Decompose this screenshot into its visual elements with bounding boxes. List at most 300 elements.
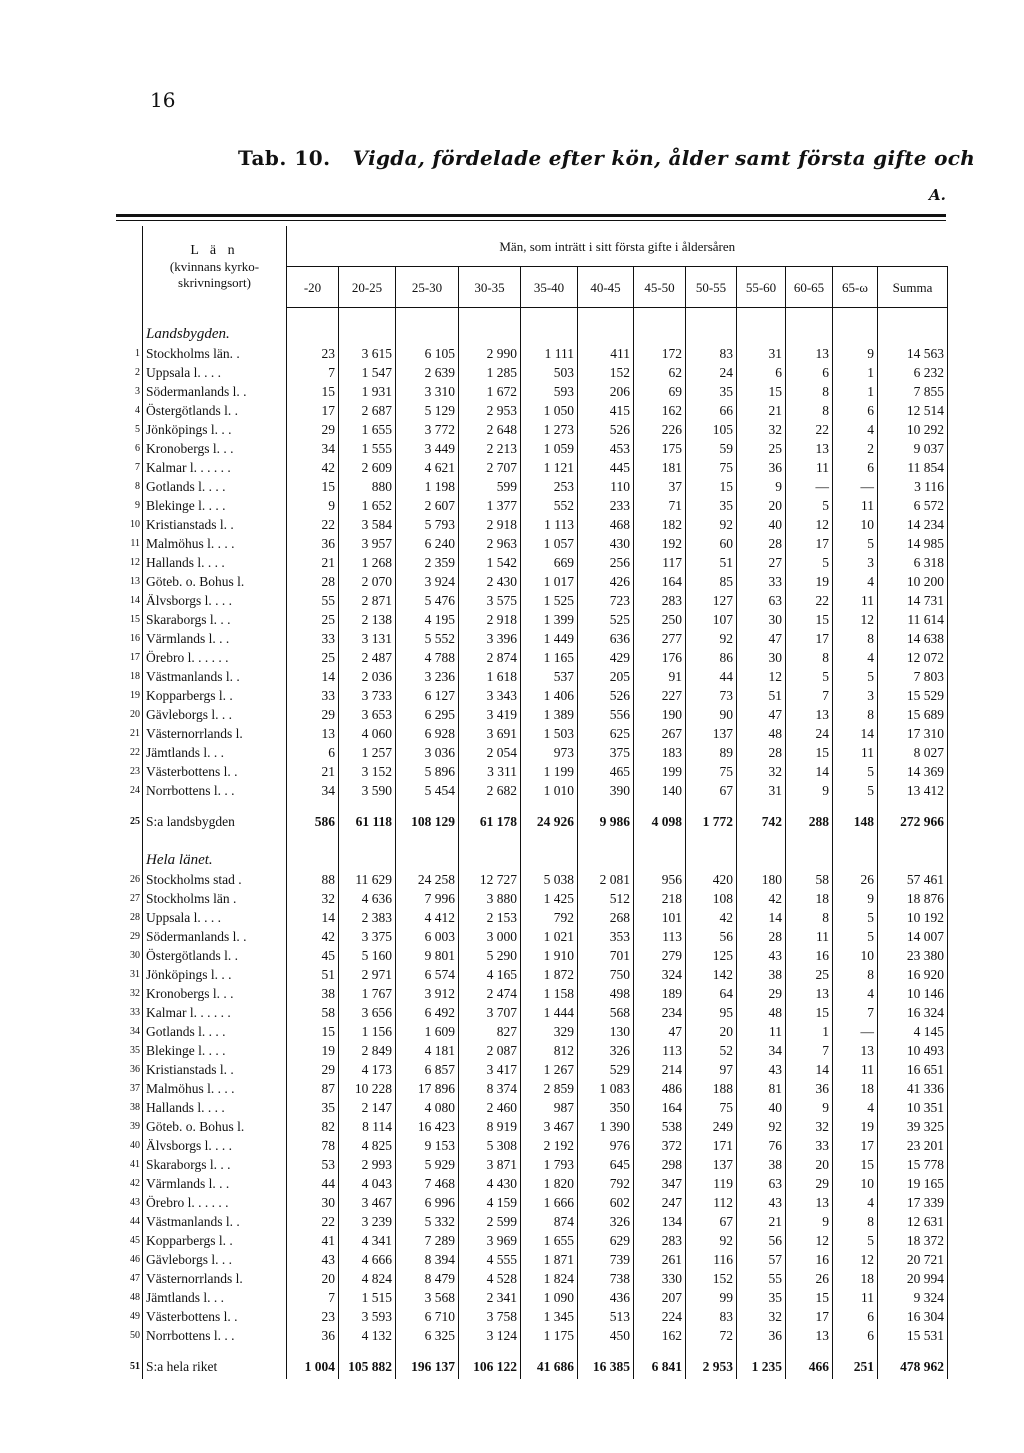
value-cell: 2 081 [578,870,634,889]
sum-cell: 10 292 [878,420,948,439]
value-cell: 3 615 [339,344,396,363]
value-cell: 347 [634,1174,686,1193]
value-cell: 43 [287,1250,339,1269]
value-cell: 23 [287,344,339,363]
table-row [116,401,948,420]
value-cell: 36 [287,534,339,553]
value-cell: 1 267 [521,1060,578,1079]
value-cell: 13 [786,984,833,1003]
row-number: 17 [116,648,143,667]
row-number: 27 [116,889,143,908]
value-cell: 20 [686,1022,737,1041]
value-cell: 36 [287,1326,339,1345]
value-cell: 43 [737,1193,786,1212]
value-cell: 976 [578,1136,634,1155]
county-name: S:a landsbygden [143,808,287,834]
county-name: Hallands l. . . . [143,1098,287,1117]
value-cell: 69 [634,382,686,401]
section-heading: Hela länet. [143,834,287,870]
value-cell: 8 [833,965,878,984]
value-cell: 4 788 [396,648,459,667]
value-cell: 5 [786,667,833,686]
value-cell: 11 [833,743,878,762]
value-cell: 1 872 [521,965,578,984]
value-cell: 15 [786,1003,833,1022]
table-row [116,946,948,965]
county-name: Västernorrlands l. [143,724,287,743]
sum-cell: 11 614 [878,610,948,629]
table-row [116,870,948,889]
empty-cell [786,1345,833,1353]
value-cell: 17 [786,534,833,553]
county-name: Skaraborgs l. . . [143,610,287,629]
table-row [116,1326,948,1345]
value-cell: 113 [634,1041,686,1060]
value-cell: 450 [578,1326,634,1345]
value-cell: 17 [833,1136,878,1155]
empty-cell [339,1345,396,1353]
empty-cell [396,308,459,345]
county-name: Södermanlands l. . [143,927,287,946]
row-number: 1 [116,344,143,363]
value-cell: 8 [833,705,878,724]
value-cell: 206 [578,382,634,401]
value-cell: 7 [287,363,339,382]
value-cell: 6 295 [396,705,459,724]
value-cell: 5 [833,762,878,781]
value-cell: 162 [634,401,686,420]
table-row [116,1155,948,1174]
value-cell: 106 122 [459,1353,521,1379]
value-cell: 288 [786,808,833,834]
row-number [116,800,143,808]
county-name: Kopparbergs l. . [143,686,287,705]
value-cell: 25 [287,610,339,629]
value-cell: 9 [833,344,878,363]
empty-cell [339,308,396,345]
value-cell: 9 [737,477,786,496]
value-cell: 47 [634,1022,686,1041]
value-cell: 89 [686,743,737,762]
value-cell: 8 [786,908,833,927]
table-row [116,984,948,1003]
value-cell: 18 [833,1269,878,1288]
value-cell: 6 841 [634,1353,686,1379]
sum-cell: 39 325 [878,1117,948,1136]
value-cell: 188 [686,1079,737,1098]
value-cell: 25 [737,439,786,458]
value-cell: 10 [833,946,878,965]
value-cell: 2 918 [459,610,521,629]
value-cell: 2 963 [459,534,521,553]
value-cell: 3 [833,686,878,705]
value-cell: 75 [686,458,737,477]
value-cell: 1 444 [521,1003,578,1022]
column-header: -20 [287,267,339,308]
sum-cell: 16 920 [878,965,948,984]
value-cell: 22 [786,420,833,439]
value-cell: 593 [521,382,578,401]
county-name: Jämtlands l. . . [143,743,287,762]
value-cell: 3 880 [459,889,521,908]
row-number [116,1345,143,1353]
value-cell: 2 953 [686,1353,737,1379]
spacer-row [116,800,948,808]
value-cell: 3 131 [339,629,396,648]
value-cell: 738 [578,1269,634,1288]
sum-cell: 6 318 [878,553,948,572]
value-cell: 5 160 [339,946,396,965]
value-cell: 3 912 [396,984,459,1003]
value-cell: 15 [287,1022,339,1041]
sum-cell: 10 200 [878,572,948,591]
value-cell: 429 [578,648,634,667]
sum-cell: 18 876 [878,889,948,908]
table-row [116,1174,948,1193]
empty-cell [634,800,686,808]
value-cell: 1 503 [521,724,578,743]
value-cell: 125 [686,946,737,965]
sum-cell: 14 369 [878,762,948,781]
value-cell: 987 [521,1098,578,1117]
value-cell: 2 [833,439,878,458]
county-name: S:a hela riket [143,1353,287,1379]
value-cell: 35 [686,496,737,515]
value-cell: 3 656 [339,1003,396,1022]
value-cell: 9 801 [396,946,459,965]
row-number [116,308,143,345]
value-cell: 390 [578,781,634,800]
sum-cell: 15 689 [878,705,948,724]
table-row [116,965,948,984]
value-cell: 43 [737,1060,786,1079]
value-cell: 162 [634,1326,686,1345]
column-header: 55-60 [737,267,786,308]
table-row [116,515,948,534]
value-cell: 55 [287,591,339,610]
value-cell: 19 [786,572,833,591]
value-cell: 279 [634,946,686,965]
value-cell: 110 [578,477,634,496]
column-header: 65-ω [833,267,878,308]
value-cell: 207 [634,1288,686,1307]
value-cell: 55 [737,1269,786,1288]
value-cell: 6 105 [396,344,459,363]
value-cell: 2 430 [459,572,521,591]
value-cell: 9 [786,781,833,800]
value-cell: 24 [686,363,737,382]
value-cell: 669 [521,553,578,572]
value-cell: 105 [686,420,737,439]
empty-cell [878,834,948,870]
value-cell: 8 919 [459,1117,521,1136]
row-number: 13 [116,572,143,591]
value-cell: 3 310 [396,382,459,401]
value-cell: 5 [786,553,833,572]
empty-cell [287,308,339,345]
sum-cell: 10 493 [878,1041,948,1060]
empty-cell [521,834,578,870]
value-cell: 4 555 [459,1250,521,1269]
column-header: 50-55 [686,267,737,308]
value-cell: 38 [737,1155,786,1174]
value-cell: 192 [634,534,686,553]
value-cell: 5 [833,908,878,927]
value-cell: 6 240 [396,534,459,553]
value-cell: 73 [686,686,737,705]
row-number: 50 [116,1326,143,1345]
sum-cell: 7 803 [878,667,948,686]
value-cell: 430 [578,534,634,553]
value-cell: 23 [287,1307,339,1326]
table-row [116,724,948,743]
value-cell: 7 [786,686,833,705]
table-row [116,927,948,946]
value-cell: 8 [786,401,833,420]
value-cell: 130 [578,1022,634,1041]
column-header: 30-35 [459,267,521,308]
value-cell: 13 [287,724,339,743]
value-cell: 1 655 [521,1231,578,1250]
sum-cell: 15 529 [878,686,948,705]
table-row [116,1269,948,1288]
value-cell: 283 [634,1231,686,1250]
value-cell: 5 793 [396,515,459,534]
value-cell: 19 [287,1041,339,1060]
value-cell: 112 [686,1193,737,1212]
value-cell: 176 [634,648,686,667]
empty-cell [396,834,459,870]
value-cell: 7 468 [396,1174,459,1193]
value-cell: 21 [287,553,339,572]
value-cell: 4 621 [396,458,459,477]
value-cell: 16 423 [396,1117,459,1136]
value-cell: 3 957 [339,534,396,553]
county-name: Stockholms län . [143,889,287,908]
row-number: 4 [116,401,143,420]
value-cell: 1 017 [521,572,578,591]
value-cell: 64 [686,984,737,1003]
column-header: 20-25 [339,267,396,308]
empty-cell [287,800,339,808]
value-cell: 27 [737,553,786,572]
value-cell: 37 [634,477,686,496]
sum-cell: 272 966 [878,808,948,834]
sum-cell: 16 651 [878,1060,948,1079]
value-cell: 4 [833,984,878,1003]
row-number: 24 [116,781,143,800]
value-cell: 1 655 [339,420,396,439]
value-cell: 9 986 [578,808,634,834]
empty-cell [878,800,948,808]
table-row [116,781,948,800]
county-name: Stockholms stad . [143,870,287,889]
value-cell: 32 [287,889,339,908]
sum-cell: 13 412 [878,781,948,800]
empty-cell [578,308,634,345]
table-row [116,908,948,927]
value-cell: 36 [737,1326,786,1345]
value-cell: 9 [287,496,339,515]
value-cell: 3 036 [396,743,459,762]
value-cell: 181 [634,458,686,477]
value-cell: 189 [634,984,686,1003]
value-cell: 21 [737,401,786,420]
value-cell: 3 375 [339,927,396,946]
value-cell: 171 [686,1136,737,1155]
value-cell: 6 492 [396,1003,459,1022]
value-cell: 13 [786,344,833,363]
value-cell: 25 [287,648,339,667]
value-cell: 1 198 [396,477,459,496]
value-cell: 329 [521,1022,578,1041]
value-cell: 739 [578,1250,634,1269]
value-cell: 1 618 [459,667,521,686]
value-cell: 42 [737,889,786,908]
value-cell: 11 [786,927,833,946]
value-cell: 57 [737,1250,786,1269]
value-cell: 247 [634,1193,686,1212]
value-cell: 108 129 [396,808,459,834]
value-cell: 250 [634,610,686,629]
value-cell: 3 969 [459,1231,521,1250]
value-cell: 48 [737,724,786,743]
value-cell: 8 [786,382,833,401]
value-cell: 67 [686,1212,737,1231]
value-cell: 5 896 [396,762,459,781]
value-cell: 20 [786,1155,833,1174]
value-cell: 6 [786,363,833,382]
value-cell: 76 [737,1136,786,1155]
empty-cell [634,1345,686,1353]
county-name: Blekinge l. . . . [143,1041,287,1060]
value-cell: 66 [686,401,737,420]
value-cell: 792 [521,908,578,927]
table-row [116,591,948,610]
value-cell: 42 [287,927,339,946]
value-cell: 267 [634,724,686,743]
statistics-table [116,226,948,1379]
value-cell: 4 [833,420,878,439]
value-cell: 1 [786,1022,833,1041]
value-cell: 1 377 [459,496,521,515]
value-cell: 92 [686,1231,737,1250]
row-number: 21 [116,724,143,743]
value-cell: 1 113 [521,515,578,534]
table-row [116,1060,948,1079]
column-header: 45-50 [634,267,686,308]
value-cell: 326 [578,1041,634,1060]
sum-cell: 16 304 [878,1307,948,1326]
county-name: Norrbottens l. . . [143,781,287,800]
value-cell: 12 [833,610,878,629]
value-cell: 6 574 [396,965,459,984]
value-cell: 5 [786,496,833,515]
empty-cell [459,800,521,808]
value-cell: 503 [521,363,578,382]
header-group-title: Män, som inträtt i sitt första gifte i åldersåren [287,226,948,267]
value-cell: 2 859 [521,1079,578,1098]
value-cell: 75 [686,1098,737,1117]
value-cell: 5 [833,927,878,946]
table-row [116,648,948,667]
value-cell: 812 [521,1041,578,1060]
value-cell: 16 385 [578,1353,634,1379]
value-cell: 18 [833,1079,878,1098]
value-cell: 164 [634,1098,686,1117]
value-cell: 32 [786,1117,833,1136]
value-cell: 4 430 [459,1174,521,1193]
value-cell: 44 [686,667,737,686]
value-cell: 30 [737,610,786,629]
row-number: 35 [116,1041,143,1060]
value-cell: 372 [634,1136,686,1155]
value-cell: 71 [634,496,686,515]
value-cell: 75 [686,762,737,781]
section-mark: A. [929,186,946,204]
table-row [116,344,948,363]
value-cell: 4 098 [634,808,686,834]
value-cell: 32 [737,420,786,439]
value-cell: 1 050 [521,401,578,420]
value-cell: 101 [634,908,686,927]
value-cell: 3 [833,553,878,572]
value-cell: 32 [737,1307,786,1326]
value-cell: 58 [786,870,833,889]
value-cell: 5 [833,1231,878,1250]
sum-cell: 9 324 [878,1288,948,1307]
value-cell: 8 374 [459,1079,521,1098]
table-row [116,1136,948,1155]
section-heading-row [116,834,948,870]
value-cell: 1 156 [339,1022,396,1041]
value-cell: 35 [287,1098,339,1117]
value-cell: 172 [634,344,686,363]
value-cell: 22 [287,515,339,534]
value-cell: 792 [578,1174,634,1193]
value-cell: 83 [686,344,737,363]
sum-cell: 16 324 [878,1003,948,1022]
county-name: Hallands l. . . . [143,553,287,572]
value-cell: 45 [287,946,339,965]
value-cell: 6 [737,363,786,382]
value-cell: 2 070 [339,572,396,591]
value-cell: 1 672 [459,382,521,401]
table-row [116,496,948,515]
value-cell: 629 [578,1231,634,1250]
value-cell: 182 [634,515,686,534]
value-cell: 119 [686,1174,737,1193]
county-name: Kristianstads l. . [143,1060,287,1079]
value-cell: 251 [833,1353,878,1379]
empty-cell [287,834,339,870]
value-cell: 10 [833,515,878,534]
empty-cell [878,308,948,345]
value-cell: 2 359 [396,553,459,572]
value-cell: 2 639 [396,363,459,382]
county-name: Kalmar l. . . . . . [143,458,287,477]
county-name: Värmlands l. . . [143,629,287,648]
empty-cell [833,834,878,870]
value-cell: 7 996 [396,889,459,908]
value-cell: 5 929 [396,1155,459,1174]
value-cell: 24 258 [396,870,459,889]
value-cell: 3 239 [339,1212,396,1231]
value-cell: 11 [786,458,833,477]
value-cell: 4 159 [459,1193,521,1212]
value-cell: 15 [786,743,833,762]
empty-cell [396,800,459,808]
